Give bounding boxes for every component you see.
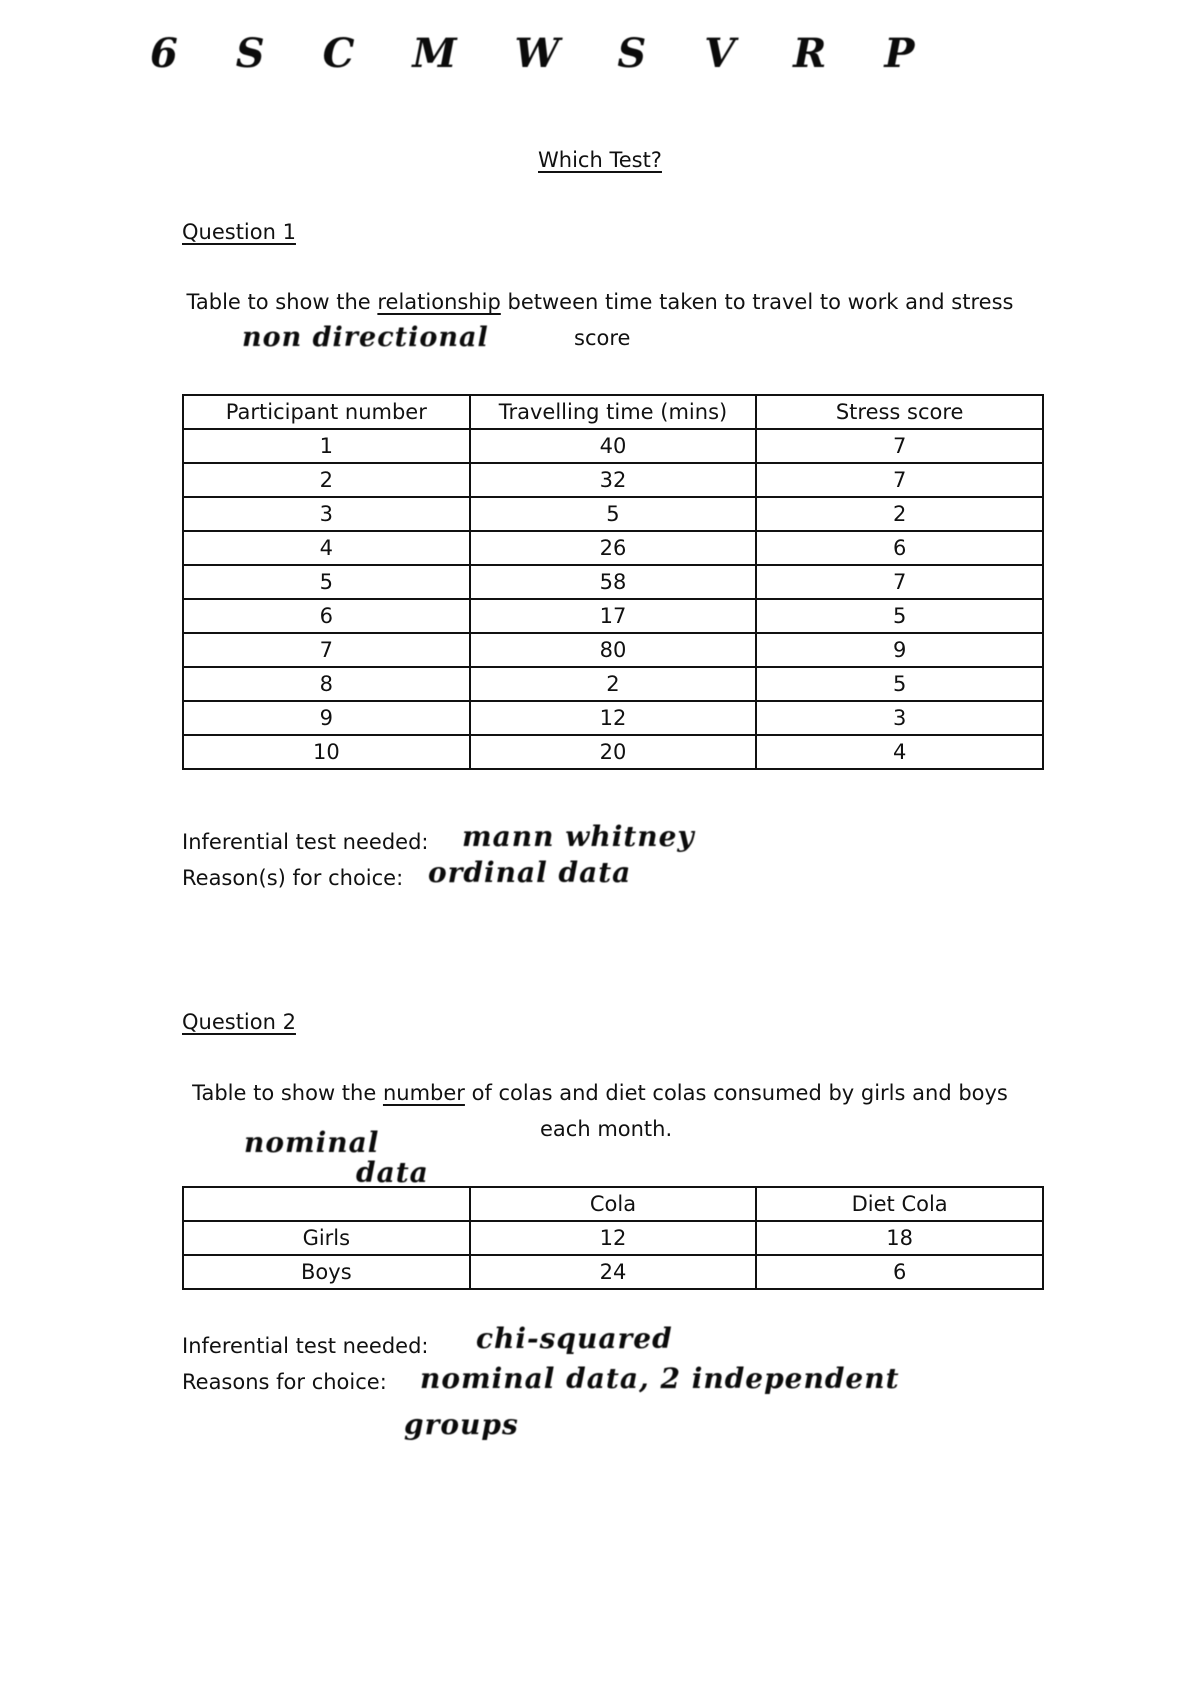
caption-text: Table to show the	[192, 1081, 383, 1105]
table-row	[183, 735, 1043, 769]
table-header-row	[183, 1187, 1043, 1221]
table-cell: 2	[756, 497, 1043, 531]
table-row	[183, 497, 1043, 531]
table-cell: Boys	[183, 1255, 470, 1289]
table-row	[183, 463, 1043, 497]
caption-text: Table to show the	[186, 290, 378, 314]
table-cell: 7	[756, 429, 1043, 463]
table-row	[183, 565, 1043, 599]
question-2-test-label: Inferential test needed:	[182, 1334, 429, 1358]
table-cell: 80	[470, 633, 757, 667]
table-cell: 7	[756, 463, 1043, 497]
table-row	[183, 1221, 1043, 1255]
table-header: Participant number	[183, 395, 470, 429]
table-cell: 12	[470, 1221, 757, 1255]
table-cell: 3	[756, 701, 1043, 735]
question-2-reason-answer: groups	[404, 1408, 519, 1441]
table-cell: 6	[183, 599, 470, 633]
table-cell: 8	[183, 667, 470, 701]
table-cell: 2	[183, 463, 470, 497]
question-1-caption-line2: score	[574, 326, 631, 350]
table-cell: 7	[756, 565, 1043, 599]
header-scribble: 6 S C M W S V R P	[150, 30, 937, 77]
question-2-caption	[0, 1081, 1200, 1105]
caption-keyword: number	[382, 1081, 465, 1105]
question-1-test-label: Inferential test needed:	[182, 830, 429, 854]
table-header-row	[183, 395, 1043, 429]
table-cell: 7	[183, 633, 470, 667]
question-1-heading: Question 1	[182, 220, 296, 244]
table-cell: 12	[470, 701, 757, 735]
table-row	[183, 599, 1043, 633]
table-cell: 6	[756, 531, 1043, 565]
caption-text: between time taken to travel to work and stress	[500, 290, 1014, 314]
table-row	[183, 633, 1043, 667]
table-cell: 4	[756, 735, 1043, 769]
table-header	[183, 1187, 470, 1221]
table-cell: 6	[756, 1255, 1043, 1289]
question-2-table	[182, 1186, 1044, 1290]
question-2-caption-line2: each month.	[540, 1117, 673, 1141]
table-cell: 2	[470, 667, 757, 701]
table-row	[183, 701, 1043, 735]
question-2-annotation: nominal	[244, 1126, 380, 1159]
table-cell: 32	[470, 463, 757, 497]
table-row	[183, 531, 1043, 565]
caption-keyword: relationship	[377, 290, 501, 314]
question-2-reason-answer: nominal data, 2 independent	[420, 1362, 900, 1395]
question-1-caption	[0, 290, 1200, 314]
question-2-annotation: data	[356, 1156, 429, 1189]
table-cell: 9	[756, 633, 1043, 667]
table-cell: 5	[756, 667, 1043, 701]
table-cell: 5	[756, 599, 1043, 633]
table-cell: 5	[183, 565, 470, 599]
table-cell: 20	[470, 735, 757, 769]
table-row	[183, 1255, 1043, 1289]
question-2-heading: Question 2	[182, 1010, 296, 1034]
table-cell: 18	[756, 1221, 1043, 1255]
table-cell: 24	[470, 1255, 757, 1289]
table-header: Stress score	[756, 395, 1043, 429]
question-1-reason-answer: ordinal data	[428, 856, 632, 889]
question-1-annotation: non directional	[242, 322, 489, 353]
table-cell: 26	[470, 531, 757, 565]
question-1-table	[182, 394, 1044, 770]
table-cell: 9	[183, 701, 470, 735]
table-header: Diet Cola	[756, 1187, 1043, 1221]
table-cell: 5	[470, 497, 757, 531]
question-2-test-answer: chi-squared	[476, 1322, 673, 1355]
table-row	[183, 667, 1043, 701]
table-cell: 3	[183, 497, 470, 531]
table-header: Travelling time (mins)	[470, 395, 757, 429]
table-cell: 4	[183, 531, 470, 565]
question-2-reason-label: Reasons for choice:	[182, 1370, 387, 1394]
caption-text: of colas and diet colas consumed by girls and boys	[464, 1081, 1008, 1105]
table-cell: 1	[183, 429, 470, 463]
table-cell: 10	[183, 735, 470, 769]
table-row	[183, 429, 1043, 463]
question-1-reason-label: Reason(s) for choice:	[182, 866, 404, 890]
table-cell: 58	[470, 565, 757, 599]
page-title: Which Test?	[538, 148, 662, 172]
table-header: Cola	[470, 1187, 757, 1221]
table-cell: 17	[470, 599, 757, 633]
question-1-test-answer: mann whitney	[462, 820, 695, 853]
table-cell: 40	[470, 429, 757, 463]
table-cell: Girls	[183, 1221, 470, 1255]
